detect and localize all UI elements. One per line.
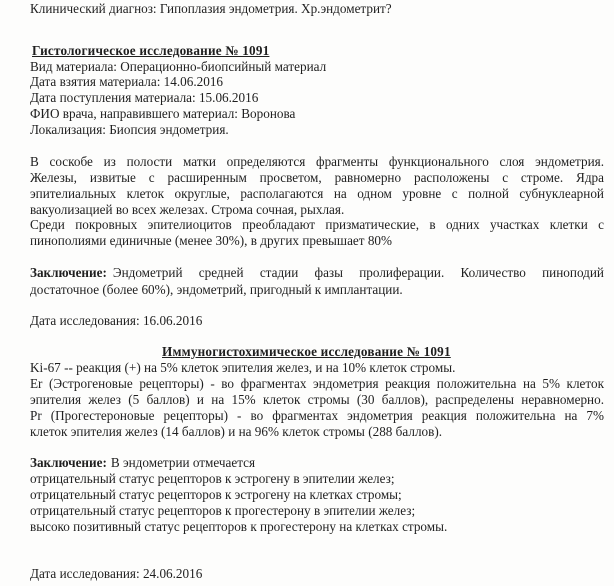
histology-field-doctor: ФИО врача, направившего материал: Воронова [30, 106, 296, 121]
ihc-conclusion-intro: В эндометрии отмечается [110, 455, 256, 470]
histology-description-line: вакуолизацией во всех железах. Строма сочная, рыхлая. [30, 202, 345, 217]
histology-conclusion-line-2: достаточное (более 60%), эндометрий, пригодный к имплантации. [30, 282, 403, 297]
ihc-conclusion-item: отрицательный статус рецепторов к эстрогену в эпителии желез; [30, 471, 395, 486]
ihc-conclusion-item: отрицательный статус рецепторов к прогестерону в эпителии желез; [30, 503, 416, 518]
ihc-line: эпителия желез (5 баллов) и на 15% клеток стромы (30 баллов), распределены неравномерно. [30, 392, 604, 407]
ihc-title: Иммуногистохимическое исследование № 1091 [162, 344, 451, 359]
histology-description-line: Железы, извитые с расширенным просветом, равномерно расположены с строме. Ядра [30, 170, 604, 185]
histology-field-date-received: Дата поступления материала: 15.06.2016 [30, 90, 259, 105]
ihc-line: Pr (Прогестероновые рецепторы) - во фрагментах эндометрия реакция положительна на 7% [30, 408, 604, 423]
histology-description-line: В соскобе из полости матки определяются фрагменты функционального слоя эндометрия. [30, 154, 604, 169]
histology-date: Дата исследования: 16.06.2016 [30, 313, 203, 328]
histology-field-localization: Локализация: Биопсия эндометрия. [30, 122, 229, 137]
histology-description-line: эпителиальных клеток округлые, располагаются на одном уровне с полной субнуклеарной [30, 186, 604, 201]
histology-field-material: Вид материала: Операционно-биопсийный материал [30, 59, 327, 74]
histology-conclusion-text: Эндометрий средней стадии фазы пролиферации. Количество пиноподий [112, 265, 604, 280]
ihc-conclusion-item: отрицательный статус рецепторов к эстрогену на клетках стромы; [30, 487, 402, 502]
histology-description-line: пинополиями единичные (менее 30%), в других превышает 80% [30, 233, 393, 248]
ihc-line: Ki-67 -- реакция (+) на 5% клеток эпителия желез, и на 10% клеток стромы. [30, 360, 456, 375]
histology-field-date-taken: Дата взятия материала: 14.06.2016 [30, 74, 224, 89]
histology-title: Гистологическое исследование № 1091 [32, 43, 270, 58]
clinical-diagnosis: Клинический диагноз: Гипоплазия эндометрия. Хр.эндометрит? [30, 1, 392, 16]
histology-conclusion-label: Заключение: [30, 265, 107, 280]
ihc-conclusion-line [30, 456, 255, 469]
ihc-line: клеток эпителия желез (14 баллов) и на 96% клеток стромы (288 баллов). [30, 424, 443, 439]
ihc-date: Дата исследования: 24.06.2016 [30, 566, 203, 581]
ihc-line: Er (Эстрогеновые рецепторы) - во фрагментах эндометрия реакция положительна на 5% клеток [30, 376, 604, 391]
histology-conclusion-line [30, 266, 604, 279]
histology-description-line: Среди покровных эпителиоцитов преобладают призматические, в одних участках клетки с [30, 217, 604, 232]
ihc-conclusion-item: высоко позитивный статус рецепторов к прогестерону на клетках стромы. [30, 519, 448, 534]
ihc-conclusion-label: Заключение: [30, 455, 107, 470]
